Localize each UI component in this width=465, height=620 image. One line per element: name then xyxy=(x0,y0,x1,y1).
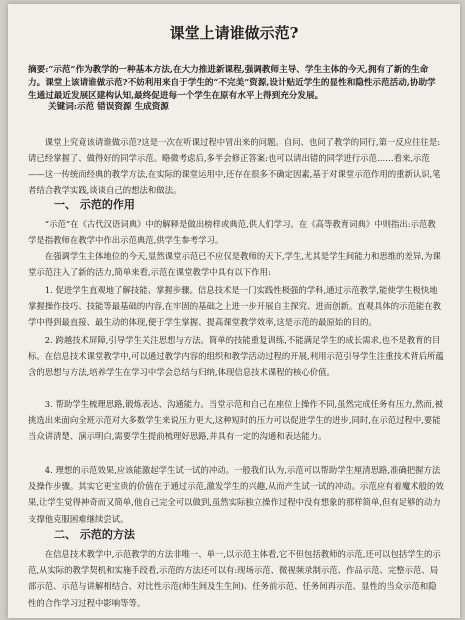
list-item-1: 1. 促进学生直观地了解技能、掌握步骤。信息技术是一门实践性极强的学科,通过示范教学,能使学生极快地掌握操作技巧、技能等最基础的内容,在牢固的基础之上进一步开展自主探究、进而创新。直观具体的示范能在教学中得到最直接、最生动的体现,便于学生掌握、提高课堂教学效率,这是示范的最原始的目的。 xyxy=(28,285,442,328)
list-item-3: 3. 帮助学生梳理思路,锻炼表达、沟通能力。当堂示范和自己在座位上操作不同,虽然完成任务有压力,然而,被挑选出来面向全班示范对大多数学生来说压力更大,这种短时的压力可以促进学生的进步,同时,在示范过程中,要能当众讲清楚、演示明白,需要学生提前梳理好思路,并具有一定的沟通和表达能力。 xyxy=(28,399,443,442)
list-item-4: 4. 理想的示范效果,应该能激起学生试一试的冲动。一般我们认为,示范可以帮助学生厘清思路,准确把握方法及操作步骤。其实它更宝贵的价值在于通过示范,激发学生的兴趣,从而产生试一试的冲动。示范应有着魔术般的效果,让学生觉得神奇而又简单,他自己完全可以做到,虽然实际独立操作过程中没有想象的那样简单,但有足够的动力支撑他克服困难继续尝试。 xyxy=(28,465,444,524)
document-title: 课堂上请谁做示范? xyxy=(169,24,299,42)
section-1-heading: 一、 示范的作用 xyxy=(54,198,135,211)
keywords-label: 关键词: xyxy=(48,102,77,112)
section-2-heading: 二、 示范的方法 xyxy=(54,528,135,541)
keywords xyxy=(48,100,169,112)
list-item-2: 2. 跨越技术屏障,引导学生关注思想与方法。简单的技能重复训练,不能满足学生的成长需求,也不是教育的目标。在信息技术课堂教学中,可以通过教学内容的组织和教学活动过程的开展,利用示范引导学生注重技术背后所蕴含的思想与方法,培养学生在学习中学会总结与归纳,体现信息技术课程的核心价值。 xyxy=(28,335,444,378)
abstract-label: 摘要: xyxy=(28,65,49,75)
abstract-text: “示范”作为教学的一种基本方法,在大力推进新课程,强调教师主导、学生主体的今天,拥有了新的生命力。课堂上该请谁做示范?不妨利用来自于学生的“不完美”资源,设计贴近学生的显性和隐性示范活动,协助学生通过最近发展区建构认知,最终促进每一个学生在原有水平上得到充分发展。 xyxy=(28,65,436,101)
section-1-paragraph-1: “示范”在《古代汉语词典》中的解释是做出榜样或典范,供人们学习。在《高等教育词典》中则指出:示范教学是指教师在教学中作出示范典范,供学生参考学习。 xyxy=(28,219,436,246)
intro-paragraph: 课堂上究竟该请谁做示范?这是一次在听课过程中冒出来的问题。自问、也问了教学的同行,第一反应往往是:请已经掌握了、做得好的同学示范。略微考虑后,多半会修正答案:也可以请出错的同学进行示范……看来,示范——这一传统而经典的教学方法,在实际的课堂运用中,还存在很多不确定因素,基于对课堂示范作用的重新认识,笔者结合教学实践,谈谈自己的想法和做法。 xyxy=(28,137,441,195)
keywords-text: 示范 错误资源 生成资源 xyxy=(76,102,169,112)
section-1-paragraph-2: 在强调学生主体地位的今天,显然课堂示范已不应仅是教师的天下,学生,尤其是学生间能力和思维的差异,为课堂示范注入了新的活力,简单来看,示范在课堂教学中具有以下作用: xyxy=(28,251,441,278)
document-page xyxy=(8,4,460,618)
section-2-paragraph-1: 在信息技术教学中,示范教学的方法非唯一、单一,以示范主体看,它不但包括教师的示范,还可以包括学生的示范,从实际的教学契机和实施手段看,示范的方法还可以有:现场示范、微视频录制示范、作品示范、完整示范、局部示范、示范与讲解相结合、对比性示范(师生间及生生间)、任务前示范、任务间再示范、显性的当众示范和隐性的合作学习过程中影响等等。 xyxy=(28,549,441,608)
abstract xyxy=(28,64,440,103)
